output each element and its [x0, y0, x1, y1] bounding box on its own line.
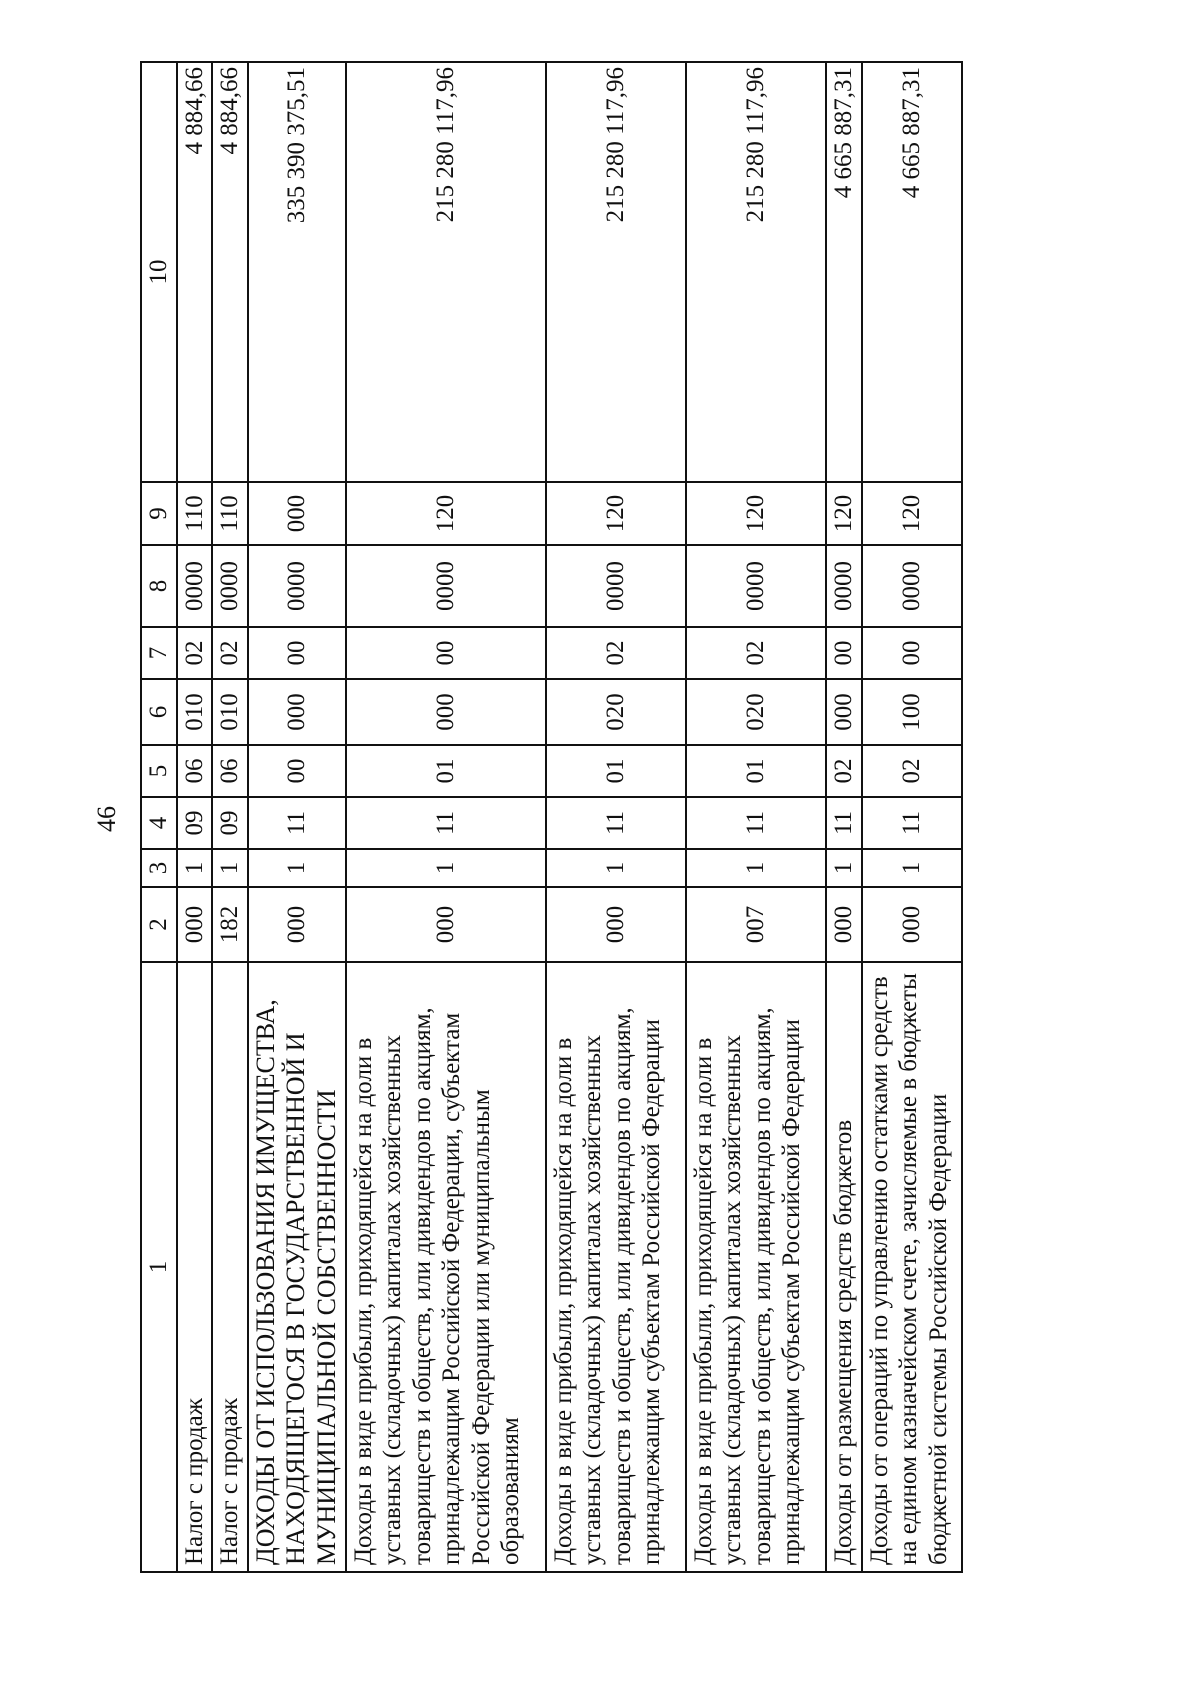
row-description: Налог с продаж: [212, 962, 248, 1572]
code-subarticle: 020: [686, 679, 826, 745]
code-subarticle: 000: [248, 679, 346, 745]
header-cell: 7: [141, 627, 177, 679]
code-economic: 120: [546, 482, 686, 545]
code-element: 00: [826, 627, 862, 679]
table-body: [141, 62, 962, 1572]
code-admin: 000: [346, 887, 546, 962]
code-admin: 000: [862, 887, 962, 962]
code-subgroup: 11: [826, 797, 862, 849]
code-article: 00: [248, 745, 346, 797]
amount-cell: 4 884,66: [177, 62, 213, 482]
code-subarticle: 010: [177, 679, 213, 745]
code-program: 0000: [862, 545, 962, 627]
row-description: Налог с продаж: [177, 962, 213, 1572]
code-economic: 120: [826, 482, 862, 545]
code-subarticle: 000: [826, 679, 862, 745]
code-economic: 120: [686, 482, 826, 545]
code-subgroup: 09: [177, 797, 213, 849]
code-article: 06: [212, 745, 248, 797]
code-group: 1: [862, 849, 962, 887]
amount-cell: 4 665 887,31: [826, 62, 862, 482]
header-cell: 3: [141, 849, 177, 887]
code-group: 1: [346, 849, 546, 887]
code-group: 1: [248, 849, 346, 887]
code-article: 06: [177, 745, 213, 797]
code-group: 1: [212, 849, 248, 887]
table-row: [346, 62, 546, 1572]
code-admin: 000: [826, 887, 862, 962]
amount-cell: 215 280 117,96: [686, 62, 826, 482]
code-program: 0000: [826, 545, 862, 627]
table-row: [862, 62, 962, 1572]
code-article: 01: [686, 745, 826, 797]
code-element: 02: [212, 627, 248, 679]
row-description: ДОХОДЫ ОТ ИСПОЛЬЗОВАНИЯ ИМУЩЕСТВА, НАХОДЯЩЕГОСЯ В ГОСУДАРСТВЕННОЙ И МУНИЦИПАЛЬНОЙ СОБСТВЕННОСТИ: [248, 962, 346, 1572]
code-program: 0000: [177, 545, 213, 627]
table-row: [546, 62, 686, 1572]
table-row: [686, 62, 826, 1572]
page-number: 46: [92, 806, 121, 832]
code-admin: 182: [212, 887, 248, 962]
amount-cell: 335 390 375,51: [248, 62, 346, 482]
amount-cell: 215 280 117,96: [546, 62, 686, 482]
code-element: 00: [248, 627, 346, 679]
code-element: 02: [177, 627, 213, 679]
code-program: 0000: [546, 545, 686, 627]
header-cell: 8: [141, 545, 177, 627]
table-row: [248, 62, 346, 1572]
row-description: Доходы в виде прибыли, приходящейся на доли в уставных (складочных) капиталах хозяйственных товариществ и обществ, или дивидендов по акциям, принадлежащим Российской Федерации, субъектам Российской Федерации или муниципальным образованиям: [346, 962, 546, 1572]
rotated-table-wrapper: [140, 63, 962, 1573]
code-subgroup: 11: [346, 797, 546, 849]
code-admin: 000: [248, 887, 346, 962]
code-economic: 110: [212, 482, 248, 545]
code-element: 02: [546, 627, 686, 679]
code-group: 1: [546, 849, 686, 887]
code-element: 00: [346, 627, 546, 679]
header-cell: 9: [141, 482, 177, 545]
code-subgroup: 11: [248, 797, 346, 849]
code-element: 02: [686, 627, 826, 679]
amount-cell: 4 665 887,31: [862, 62, 962, 482]
row-description: Доходы от операций по управлению остатками средств на едином казначейском счете, зачисляемые в бюджеты бюджетной системы Российской Федерации: [862, 962, 962, 1572]
header-cell: 4: [141, 797, 177, 849]
code-program: 0000: [248, 545, 346, 627]
code-subgroup: 11: [686, 797, 826, 849]
header-cell: 6: [141, 679, 177, 745]
code-subarticle: 000: [346, 679, 546, 745]
row-description: Доходы в виде прибыли, приходящейся на доли в уставных (складочных) капиталах хозяйственных товариществ и обществ, или дивидендов по акциям, принадлежащим субъектам Российской Федерации: [686, 962, 826, 1572]
table-row: [212, 62, 248, 1572]
header-cell: 2: [141, 887, 177, 962]
code-subarticle: 100: [862, 679, 962, 745]
code-program: 0000: [212, 545, 248, 627]
code-subgroup: 11: [862, 797, 962, 849]
code-subgroup: 09: [212, 797, 248, 849]
code-program: 0000: [686, 545, 826, 627]
table-header-row: [141, 62, 177, 1572]
code-article: 01: [346, 745, 546, 797]
row-description: Доходы в виде прибыли, приходящейся на доли в уставных (складочных) капиталах хозяйственных товариществ и обществ, или дивидендов по акциям, принадлежащим субъектам Российской Федерации: [546, 962, 686, 1572]
code-article: 02: [826, 745, 862, 797]
code-group: 1: [177, 849, 213, 887]
amount-cell: 4 884,66: [212, 62, 248, 482]
code-admin: 000: [546, 887, 686, 962]
code-admin: 007: [686, 887, 826, 962]
table-row: [177, 62, 213, 1572]
header-cell: 5: [141, 745, 177, 797]
code-article: 01: [546, 745, 686, 797]
amount-cell: 215 280 117,96: [346, 62, 546, 482]
row-description: Доходы от размещения средств бюджетов: [826, 962, 862, 1572]
code-element: 00: [862, 627, 962, 679]
code-group: 1: [826, 849, 862, 887]
code-subgroup: 11: [546, 797, 686, 849]
code-group: 1: [686, 849, 826, 887]
code-subarticle: 010: [212, 679, 248, 745]
header-cell: 10: [141, 62, 177, 482]
code-article: 02: [862, 745, 962, 797]
header-cell: 1: [141, 962, 177, 1572]
code-economic: 120: [346, 482, 546, 545]
table-row: [826, 62, 862, 1572]
revenue-table: [140, 61, 963, 1573]
code-economic: 000: [248, 482, 346, 545]
code-economic: 120: [862, 482, 962, 545]
code-subarticle: 020: [546, 679, 686, 745]
code-economic: 110: [177, 482, 213, 545]
code-program: 0000: [346, 545, 546, 627]
code-admin: 000: [177, 887, 213, 962]
